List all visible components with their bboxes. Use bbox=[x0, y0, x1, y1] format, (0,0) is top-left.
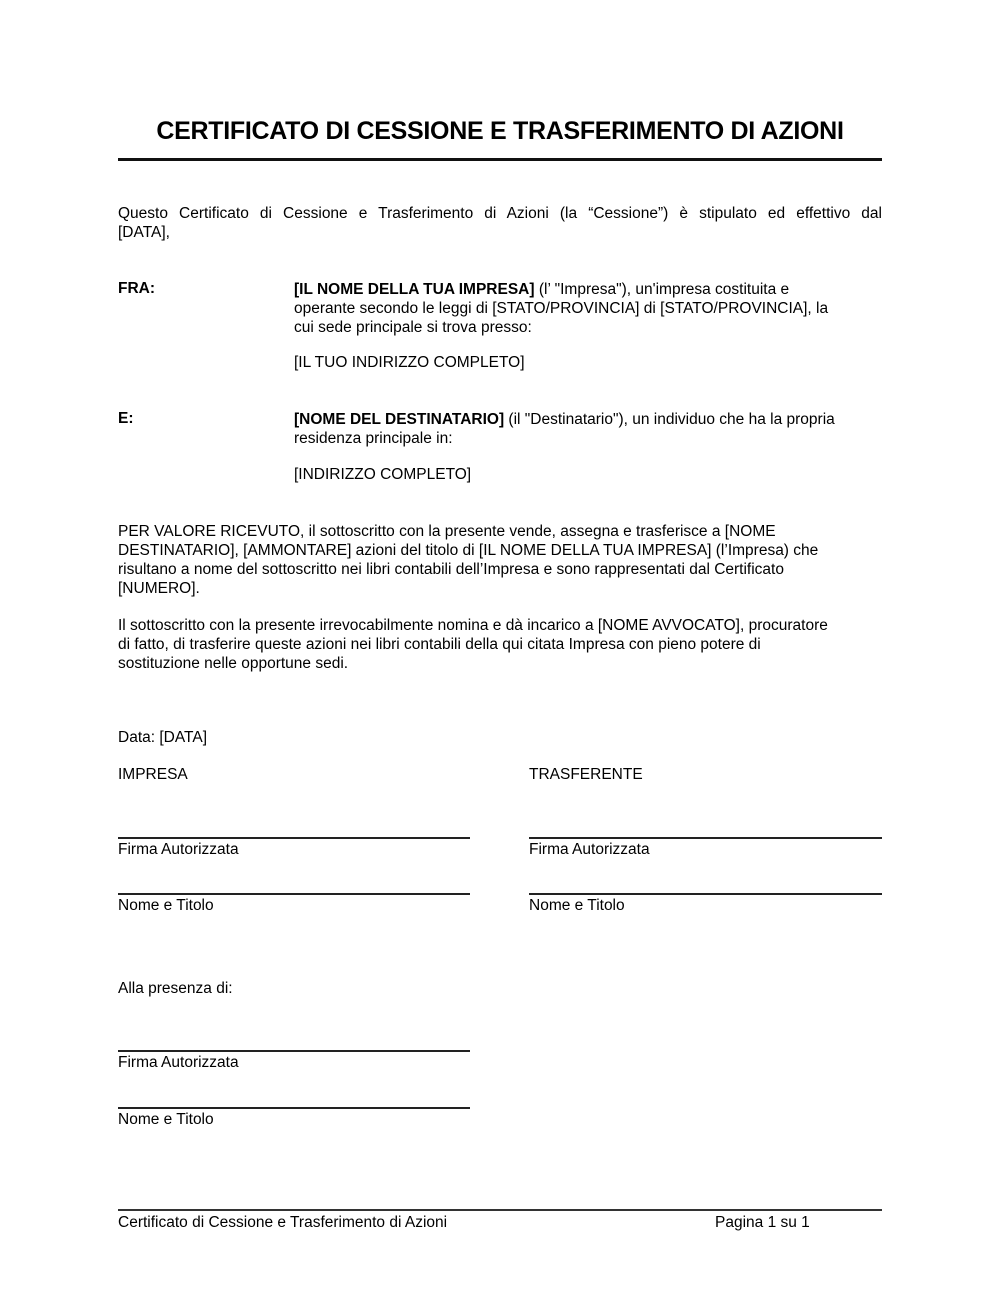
attorney-paragraph bbox=[118, 616, 882, 673]
party-from-name: [IL NOME DELLA TUA IMPRESA] bbox=[294, 281, 535, 298]
transfer-line-2: DESTINATARIO], [AMMONTARE] azioni del titolo di [IL NOME DELLA TUA IMPRESA] (l’Impresa) che bbox=[118, 542, 819, 559]
footer-document-name: Certificato di Cessione e Trasferimento di Azioni bbox=[118, 1214, 448, 1231]
witness-name-line[interactable] bbox=[118, 1107, 470, 1109]
party-from-desc-1: (l’ "Impresa"), un'impresa costituita e bbox=[534, 281, 790, 298]
company-signature-label: Firma Autorizzata bbox=[118, 841, 239, 858]
date-line: Data: [DATA] bbox=[118, 729, 208, 746]
intro-line-1: Questo Certificato di Cessione e Trasferimento di Azioni (la “Cessione”) è stipulato ed effettivo dal bbox=[118, 205, 882, 222]
attorney-line-2: di fatto, di trasferire queste azioni nei libri contabili della qui citata Impresa con pieno potere di bbox=[118, 636, 761, 653]
transfer-line-4: [NUMERO]. bbox=[118, 580, 200, 597]
party-to-desc-1: (il "Destinatario"), un individuo che ha la propria bbox=[504, 411, 835, 428]
party-to-name: [NOME DEL DESTINATARIO] bbox=[294, 411, 505, 428]
party-from-desc-3: cui sede principale si trova presso: bbox=[294, 319, 532, 336]
party-to-address: [INDIRIZZO COMPLETO] bbox=[294, 466, 472, 483]
transferor-name-label: Nome e Titolo bbox=[529, 897, 625, 914]
intro-paragraph bbox=[118, 204, 882, 242]
transfer-paragraph bbox=[118, 522, 882, 598]
company-name-label: Nome e Titolo bbox=[118, 897, 214, 914]
transfer-line-1: PER VALORE RICEVUTO, il sottoscritto con la presente vende, assegna e trasferisce a [NOME bbox=[118, 523, 776, 540]
transferor-signature-line[interactable] bbox=[529, 837, 882, 839]
party-to-label: E: bbox=[118, 410, 134, 427]
party-from-label: FRA: bbox=[118, 280, 156, 297]
witness-signature-label: Firma Autorizzata bbox=[118, 1054, 239, 1071]
party-to-desc-2: residenza principale in: bbox=[294, 430, 453, 447]
witness-signature-line[interactable] bbox=[118, 1050, 470, 1052]
witness-heading: Alla presenza di: bbox=[118, 980, 233, 997]
party-from-description bbox=[294, 280, 884, 337]
footer-rule bbox=[118, 1209, 882, 1211]
transferor-heading: TRASFERENTE bbox=[529, 766, 643, 783]
transfer-line-3: risultano a nome del sottoscritto nei libri contabili dell’Impresa e sono rappresentati dal Certificato bbox=[118, 561, 784, 578]
company-heading: IMPRESA bbox=[118, 766, 188, 783]
party-to-description bbox=[294, 410, 884, 448]
footer-page-number: Pagina 1 su 1 bbox=[715, 1214, 810, 1231]
witness-name-label: Nome e Titolo bbox=[118, 1111, 214, 1128]
transferor-name-line[interactable] bbox=[529, 893, 882, 895]
transferor-signature-label: Firma Autorizzata bbox=[529, 841, 650, 858]
attorney-line-3: sostituzione nelle opportune sedi. bbox=[118, 655, 349, 672]
title-underline bbox=[118, 158, 882, 161]
attorney-line-1: Il sottoscritto con la presente irrevocabilmente nomina e dà incarico a [NOME AVVOCATO], procuratore bbox=[118, 617, 828, 634]
company-signature-line[interactable] bbox=[118, 837, 470, 839]
document-title: CERTIFICATO DI CESSIONE E TRASFERIMENTO DI AZIONI bbox=[156, 117, 844, 145]
intro-line-2: [DATA], bbox=[118, 224, 170, 241]
party-from-address: [IL TUO INDIRIZZO COMPLETO] bbox=[294, 354, 525, 371]
party-from-desc-2: operante secondo le leggi di [STATO/PROVINCIA] di [STATO/PROVINCIA], la bbox=[294, 300, 829, 317]
company-name-line[interactable] bbox=[118, 893, 470, 895]
